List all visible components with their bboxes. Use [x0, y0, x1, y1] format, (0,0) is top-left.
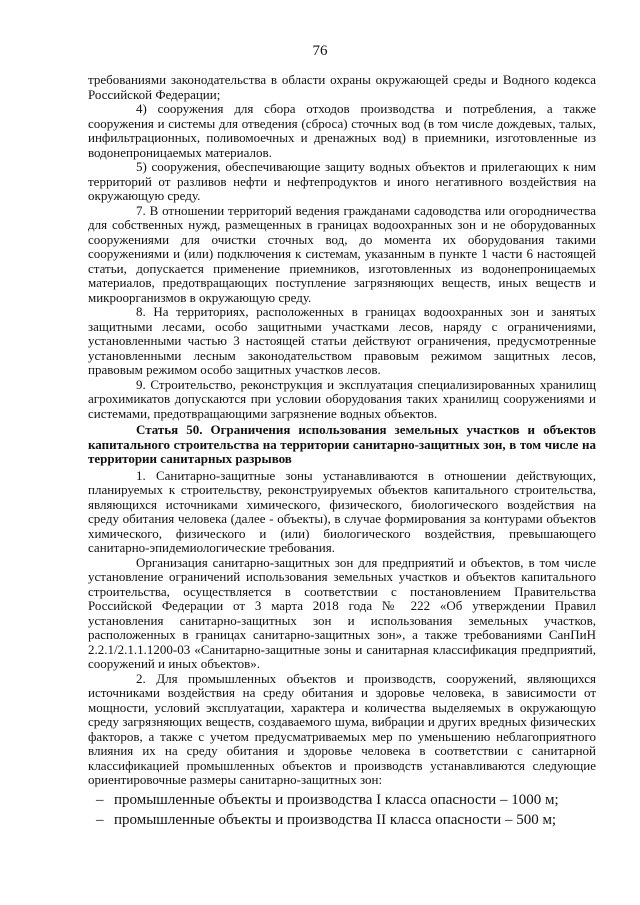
paragraph-clause-7: 7. В отношении территорий ведения гражданами садоводства или огородничества для собственных нужд, размещенных в границах водоохранных зон и не оборудованных сооружениями для очистки сточных вод, до момента их оборудования такими сооружениями и (или) подключения к системам, указанным в пункте 1 части 6 настоящей статьи, допускается применение приемников, изготовленных из водонепроницаемых материалов, предотвращающих поступление загрязняющих веществ, иных веществ и микроорганизмов в окружающую среду. — [88, 202, 596, 305]
list-item-text: промышленные объекты и производства I класса опасности – 1000 м; — [114, 791, 559, 808]
article-paragraph-1: 1. Санитарно-защитные зоны устанавливаются в отношении действующих, планируемых к строительству, реконструируемых объектов капитального строительства, являющихся источниками химического, физического, биологического воздействия на среду обитания человека (далее - объекты), в случае формирования за контурами объектов химического, физического и (или) биологического воздействия, превышающего санитарно-эпидемиологические требования. — [88, 467, 596, 555]
article-paragraph-organization: Организация санитарно-защитных зон для предприятий и объектов, в том числе установление ограничений использования земельных участков и объектов капитального строительства, осуществляется в соответствии с постановлением Правительства Российской Федерации от 3 марта 2018 года № 222 «Об утверждении Правил установления санитарно-защитных зон и использования земельных участков, расположенных в границах санитарно-защитных зон», а также требованиями СанПиН 2.2.1/2.1.1.1200-03 «Санитарно-защитные зоны и санитарная классификация предприятий, сооружений и иных объектов». — [88, 554, 596, 671]
list-bullet: – — [96, 791, 104, 808]
paragraph-clause-9: 9. Строительство, реконструкция и эксплуатация специализированных хранилищ агрохимикатов допускаются при условии оборудования таких хранилищ сооружениями и системами, предотвращающими загрязнение водных объектов. — [88, 376, 596, 421]
paragraph-item-5: 5) сооружения, обеспечивающие защиту водных объектов и прилегающих к ним территорий от разливов нефти и нефтепродуктов и иного негативного воздействия на окружающую среду. — [88, 159, 596, 203]
hazard-class-list — [88, 790, 596, 830]
paragraph-clause-8: 8. На территориях, расположенных в границах водоохранных зон и занятых защитными лесами, особо защитными участками лесов, наряду с ограничениями, установленными частью 3 настоящей статьи действуют ограничения, предусмотренные установленными лесным законодательством правовым режимом защитных лесов, правовым режимом особо защитных участков лесов. — [88, 304, 596, 377]
paragraph-item-4: 4) сооружения для сбора отходов производства и потребления, а также сооружения и системы для отведения (сброса) сточных вод (в том числе дождевых, талых, инфильтрационных, поливомоечных и дренажных вод) в приемники, изготовленные из водонепроницаемых материалов. — [88, 101, 596, 160]
list-bullet: – — [96, 811, 104, 828]
list-item — [88, 810, 596, 830]
article-paragraph-2: 2. Для промышленных объектов и производств, сооружений, являющихся источниками воздействия на среду обитания и здоровье человека, в зависимости от мощности, условий эксплуатации, характера и количества выделяемых в окружающую среду загрязняющих веществ, создаваемого шума, вибрации и других вредных физических факторов, а также с учетом предусматриваемых мер по уменьшению неблагоприятного влияния их на среду обитания и здоровье человека в соответствии с санитарной классификацией промышленных объектов и производств устанавливаются следующие ориентировочные размеры санитарно-защитных зон: — [88, 670, 596, 787]
paragraph-continuation: требованиями законодательства в области охраны окружающей среды и Водного кодекса Российской Федерации; — [88, 72, 596, 102]
list-item — [88, 790, 596, 810]
document-body — [88, 73, 596, 830]
list-item-text: промышленные объекты и производства II класса опасности – 500 м; — [114, 811, 557, 828]
article-heading: Статья 50. Ограничения использования земельных участков и объектов капитального строительства на территории санитарно-защитных зон, в том числе на территории санитарных разрывов — [88, 422, 596, 466]
page-number: 76 — [312, 43, 328, 59]
